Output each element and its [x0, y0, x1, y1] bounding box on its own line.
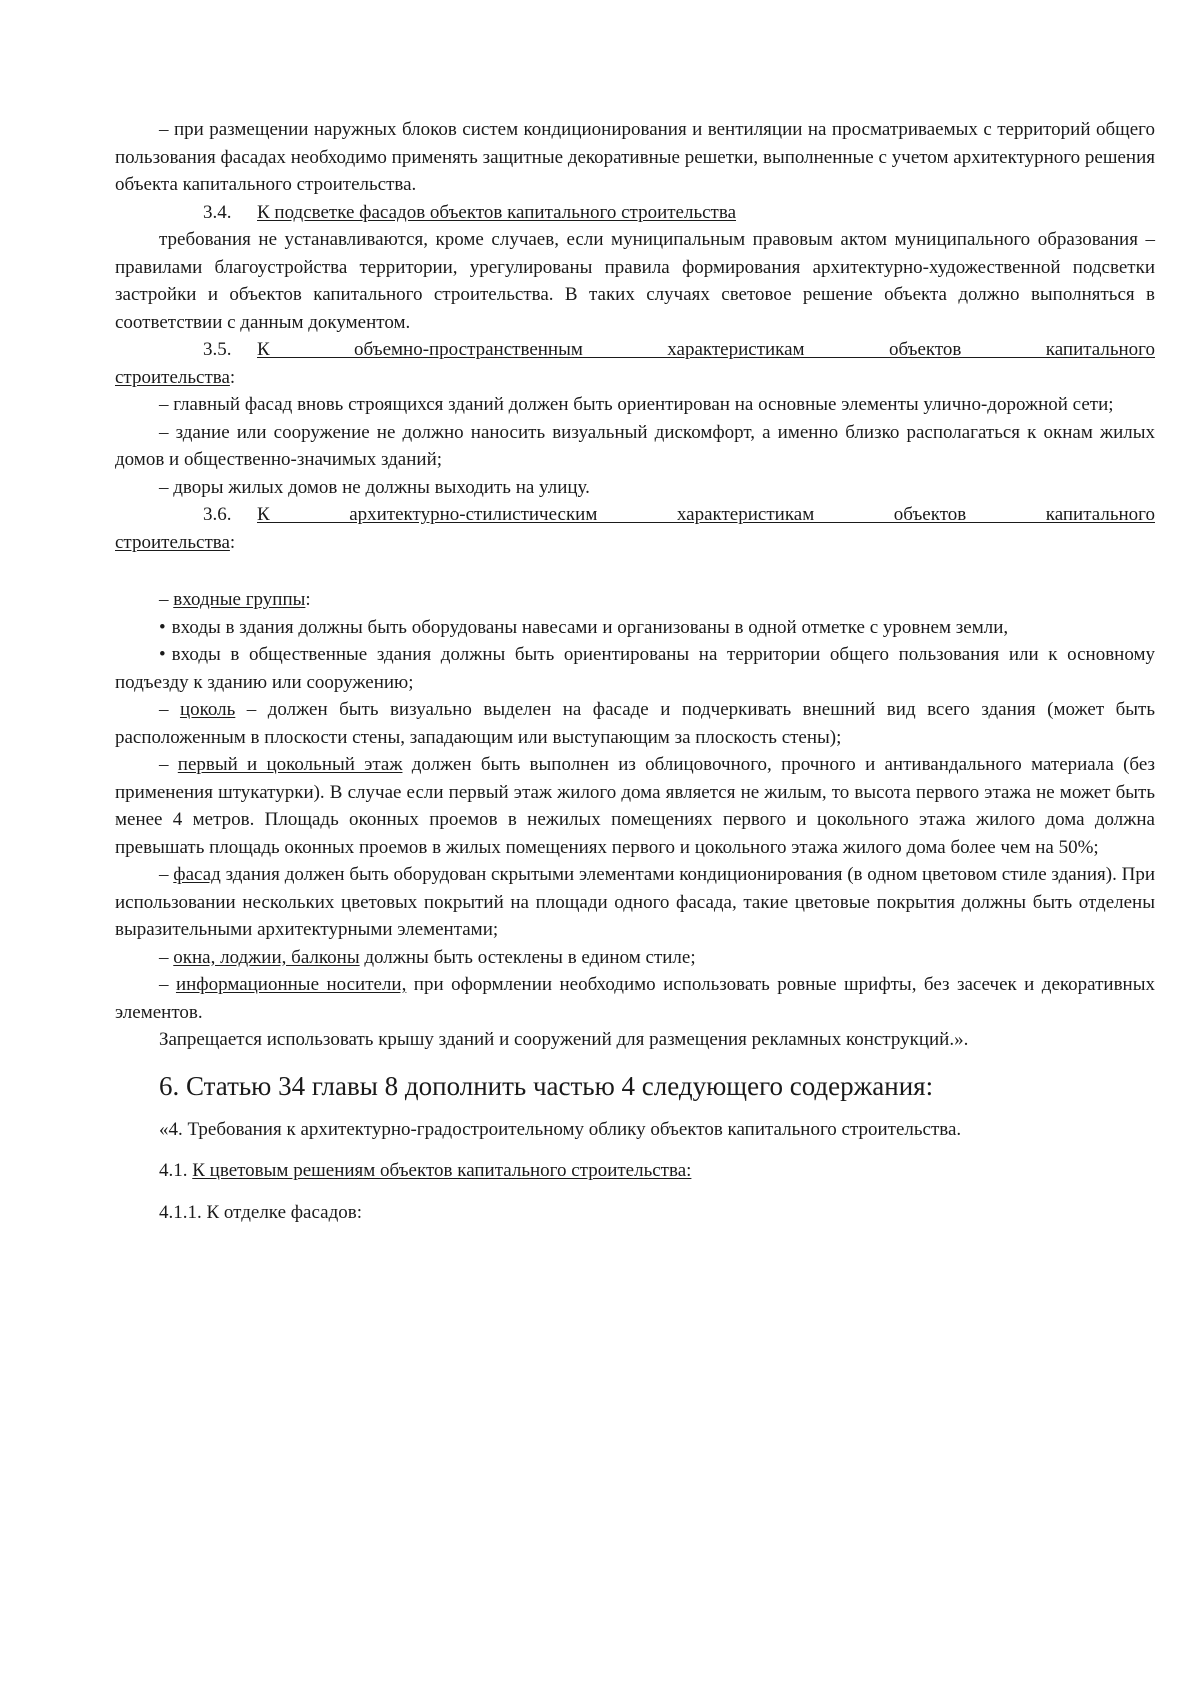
bullet-item: • входы в здания должны быть оборудованы навесами и организованы в одной отметке с уровнем земли, [115, 614, 1155, 642]
section-3-5-heading [115, 336, 1155, 364]
list-item-cokol [115, 696, 1155, 751]
item-label: информационные носители, [175, 974, 407, 995]
list-item-entry-groups [115, 586, 1155, 614]
list-item: – здание или сооружение не должно наносить визуальный дискомфорт, а именно близко располагаться к окнам жилых домов и общественно-значимых зданий; [115, 421, 1155, 470]
colon: : [305, 589, 311, 610]
list-item-facade [115, 861, 1155, 944]
list-item-floor [115, 751, 1155, 861]
section-4-1-heading [115, 1157, 1155, 1185]
section-title-cont: строительства [115, 531, 230, 553]
item-label: фасад [173, 864, 221, 885]
dash: – [159, 589, 174, 610]
item-text: должен быть выполнен из облицовочного, прочного и антивандального материала (без применения штукатурки). В случае если первый этаж жилого дома является не жилым, то высота первого этажа не может быть менее 4 метров. Площадь оконных проемов в нежилых помещениях первого и цокольного этажа жилого дома должна превышать площадь оконных проемов в жилых помещениях первого и цокольного этажа жилого дома более чем на 50%; [115, 754, 1156, 858]
section-number: 3.5. [203, 339, 232, 360]
section-number: 4.1. [159, 1160, 193, 1181]
item-label: цоколь [179, 699, 236, 720]
dash: – [159, 974, 176, 995]
item-text: – должен быть визуально выделен на фасаде и подчеркивать внешний вид всего здания (может быть расположенным в плоскости стены, западающим или выступающим за плоскость стены); [115, 699, 1155, 748]
section-3-6-heading-cont [115, 529, 1155, 557]
section-3-5-heading-cont [115, 364, 1155, 392]
document-page [115, 116, 1155, 1226]
dash: – [159, 864, 174, 885]
section-number: 3.4. [203, 201, 232, 223]
section-3-6-heading [115, 501, 1155, 529]
section-4-1-1-heading: 4.1.1. К отделке фасадов: [159, 1201, 363, 1223]
bullet-item: • входы в общественные здания должны быть ориентированы на территории общего пользования или к основному подъезду к зданию или сооружению; [115, 641, 1155, 696]
dash: – [159, 699, 180, 720]
section-title: К архитектурно-стилистическим характеристикам объектов капитального [257, 504, 1155, 525]
article-heading: 6. Статью 34 главы 8 дополнить частью 4 следующего содержания: [159, 1070, 934, 1101]
dash: – [159, 946, 174, 968]
paragraph-ac-units: – при размещении наружных блоков систем кондиционирования и вентиляции на просматриваемых с территорий общего пользования фасадах необходимо применять защитные декоративные решетки, выполненные с учетом архитектурного решения объекта капитального строительства. [115, 119, 1155, 195]
item-label: окна, лоджии, балконы [173, 946, 360, 968]
dash: – [159, 754, 178, 775]
item-label: первый и цокольный этаж [177, 754, 403, 775]
section-number: 3.6. [203, 504, 232, 525]
item-text: здания должен быть оборудован скрытыми элементами кондиционирования (в одном цветовом стиле здания). При использовании нескольких цветовых покрытий на площади одного фасада, такие цветовые покрытия должны быть отделены выразительными архитектурными элементами; [115, 864, 1155, 940]
item-text: должны быть остеклены в едином стиле; [359, 946, 696, 968]
section-title-cont: строительства [115, 366, 230, 388]
section-title: К подсветке фасадов объектов капитального строительства [257, 201, 737, 223]
paragraph-prohibition: Запрещается использовать крышу зданий и сооружений для размещения рекламных конструкций.». [159, 1029, 969, 1050]
colon: : [229, 531, 236, 553]
item-label: входные группы [173, 589, 306, 610]
paragraph-requirements: «4. Требования к архитектурно-градостроительному облику объектов капитального строительства. [159, 1118, 962, 1140]
section-title: К объемно-пространственным характеристикам объектов капитального [257, 339, 1155, 360]
paragraph-lighting: требования не устанавливаются, кроме случаев, если муниципальным правовым актом муниципального образования – правилами благоустройства территории, урегулированы правила формирования архитектурно-художественной подсветки застройки и объектов капитального строительства. В таких случаях световое решение объекта должно выполняться в соответствии с данным документом. [115, 229, 1155, 333]
list-item: – дворы жилых домов не должны выходить на улицу. [159, 476, 590, 498]
section-3-4-heading [115, 199, 1155, 227]
colon: : [229, 366, 236, 388]
spacer [115, 556, 1155, 586]
item-text: при оформлении необходимо использовать ровные шрифты, без засечек и декоративных элементов. [115, 974, 1155, 1023]
section-title: К цветовым решениям объектов капитального строительства: [192, 1160, 692, 1181]
list-item: – главный фасад вновь строящихся зданий должен быть ориентирован на основные элементы улично-дорожной сети; [159, 394, 1114, 415]
list-item-info-carriers [115, 971, 1155, 1026]
list-item-windows [115, 944, 1155, 972]
